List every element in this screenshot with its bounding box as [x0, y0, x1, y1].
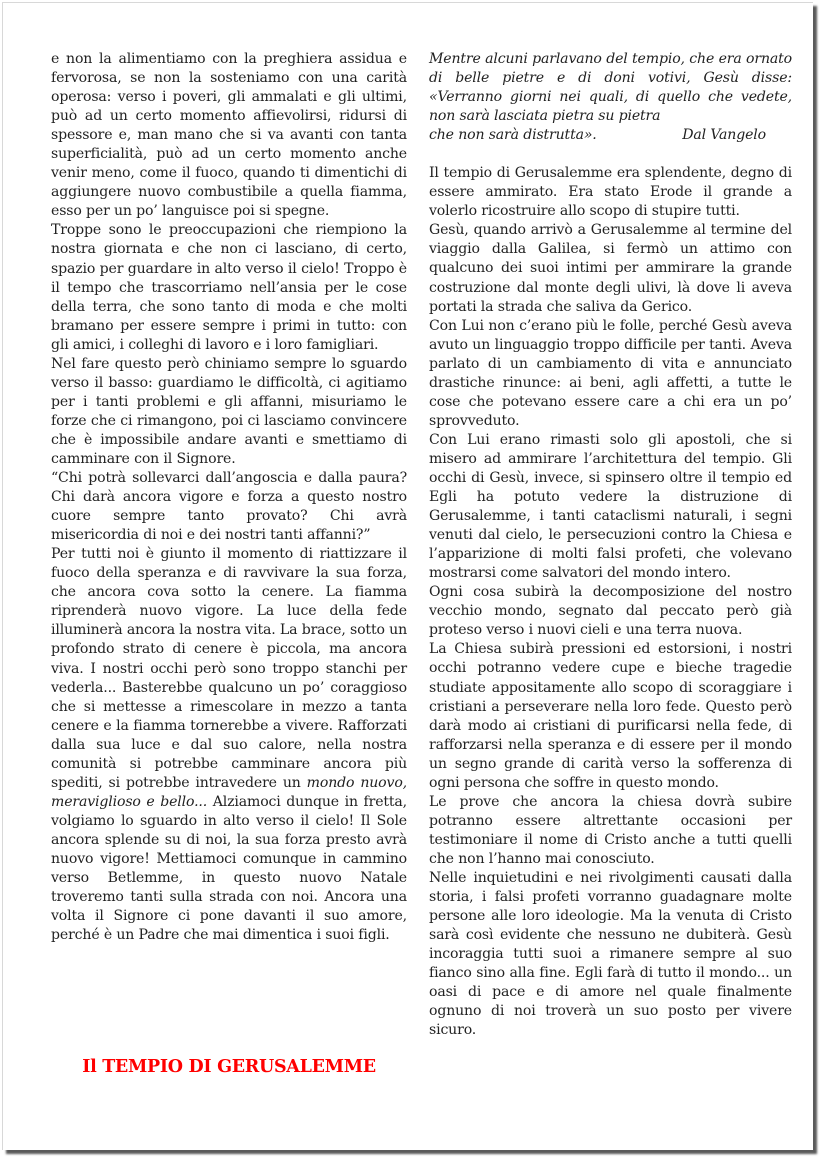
paragraph-text: Alziamoci dunque in fretta, volgiamo lo sguardo in alto verso il cielo! Il Sole ancora splende su di noi, la sua forza presto avrà nuovo vigore! Mettiamoci comunque in cammino verso Betlemme, in questo nuovo Natale troveremo tanti sulla strada con noi. Ancora una volta il Signore ci pone davanti il suo amore, perché è un Padre che mai dimentica i suoi figli. — [51, 793, 407, 944]
spacer — [429, 145, 792, 164]
epigraph-source: Dal Vangelo — [682, 127, 766, 144]
paragraph: Ogni cosa subirà la decomposizione del nostro vecchio mondo, segnato dal peccato però già proteso verso i nuovi cieli e una terra nuova. — [429, 584, 792, 639]
paragraph: La Chiesa subirà pressioni ed estorsioni, i nostri occhi potranno vedere cupe e bieche tragedie studiate appositamente allo scopo di scoraggiare i cristiani a perseverare nella loro fede. Questo però darà modo ai cristiani di purificarsi nella fede, di rafforzarsi nella speranza e di essere per il mondo un segno grande di carità verso la sofferenza di ogni persona che soffre in questo mondo. — [429, 641, 792, 791]
gospel-epigraph — [429, 50, 792, 145]
left-column — [51, 50, 407, 945]
paragraph: e non la alimentiamo con la preghiera assidua e fervorosa, se non la sosteniamo con una carità operosa: verso i poveri, gli ammalati e gli ultimi, può ad un certo momento affievolirsi, ridursi di spessore e, man mano che si va avanti con tanta superficialità, può ad un certo momento anche venir meno, come il fuoco, quando ti dimentichi di aggiungere nuovo combustibile a quella fiamma, esso per un po’ languisce poi si spegne. — [51, 51, 407, 220]
paragraph-text: Per tutti noi è giunto il momento di riattizzare il fuoco della speranza e di ravvivare la sua forza, che ancora cova sotto la cenere. La fiamma riprenderà nuovo vigore. La luce della fede illuminerà ancora la nostra vita. La brace, sotto un profondo strato di cenere è piccola, ma ancora viva. I nostri occhi però sono troppo stanchi per vederla... Basterebbe qualcuno un po’ coraggioso che si mettesse a rimescolare in mezzo a tanta cenere e la fiamma tornerebbe a vivere. Rafforzati dalla sua luce e dal suo calore, nella nostra comunità si potrebbe camminare ancora più spediti, si potrebbe intravedere un — [51, 546, 407, 791]
document-page — [2, 2, 813, 1150]
paragraph: Con Lui non c’erano più le folle, perché Gesù aveva avuto un linguaggio troppo difficile per tanti. Aveva parlato di un cambiamento di vita e annunciato drastiche rinunce: ai beni, agli affetti, a tutte le cose che potevano essere care a chi era un po’ sprovveduto. — [429, 317, 792, 429]
paragraph: Troppe sono le preoccupazioni che riempiono la nostra giornata e che non ci lasciano, di certo, spazio per guardare in alto verso il cielo! Troppo è il tempo che trascorriamo nell’ansia per le cose della terra, che sono tanto di moda e che molti bramano per essere sempre i primi in tutto: con gli amici, i colleghi di lavoro e i loro famigliari. — [51, 222, 407, 353]
italic-phrase: mondo nuovo, meraviglioso e bello... — [51, 774, 407, 810]
epigraph-text-end: che non sarà distrutta». — [429, 127, 597, 144]
paragraph: “Chi potrà sollevarci dall’angoscia e dalla paura? Chi darà ancora vigore e forza a questo nostro cuore sempre tanto provato? Chi avrà misericordia di noi e dei nostri tanti affanni?” — [51, 470, 407, 544]
paragraph: Gesù, quando arrivò a Gerusalemme al termine del viaggio dalla Galilea, si fermò un attimo con qualcuno dei suoi intimi per ammirare la grande costruzione dal monte degli ulivi, là dove li aveva portati la strada che saliva da Gerico. — [429, 222, 792, 315]
right-column — [429, 50, 792, 1040]
paragraph: Nel fare questo però chiniamo sempre lo sguardo verso il basso: guardiamo le difficoltà, ci agitiamo per i tanti problemi e gli affanni, misuriamo le forze che ci rimangono, poi ci lasciamo convincere che è impossibile andare avanti e smettiamo di camminare con il Signore. — [51, 355, 407, 467]
section-title: Il TEMPIO DI GERUSALEMME — [82, 1057, 376, 1077]
paragraph: Con Lui erano rimasti solo gli apostoli, che si misero ad ammirare l’architettura del tempio. Gli occhi di Gesù, invece, si spinsero oltre il tempio ed Egli ha potuto vedere la distruzione di Gerusalemme, i tanti cataclismi naturali, i segni venuti dal cielo, le persecuzioni contro la Chiesa e l’apparizione di molti falsi profeti, che volevano mostrarsi come salvatori del mondo intero. — [429, 431, 792, 582]
paragraph: Il tempio di Gerusalemme era splendente, degno di essere ammirato. Era stato Erode il grande a volerlo ricostruire allo scopo di stupire tutti. — [429, 165, 792, 220]
paragraph — [51, 545, 407, 945]
epigraph-last-line — [429, 126, 792, 145]
paragraph: Nelle inquietudini e nei rivolgimenti causati dalla storia, i falsi profeti vorranno guadagnare molte persone alle loro ideologie. Ma la venuta di Cristo sarà così evidente che nessuno ne dubiterà. Gesù incoraggia tutti suoi a rimanere sempre al suo fianco sino alla fine. Egli farà di tutto il mondo... un oasi di pace e di amore nel quale finalmente ognuno di noi troverà un suo posto per vivere sicuro. — [429, 869, 792, 1039]
paragraph: Le prove che ancora la chiesa dovrà subire potranno essere altrettante occasioni per testimoniare il nome di Cristo anche a tutti quelli che non l’hanno mai conosciuto. — [429, 793, 792, 867]
epigraph-text: Mentre alcuni parlavano del tempio, che era ornato di belle pietre e di doni votivi, Gesù disse: «Verranno giorni nei quali, di quello che vedete, non sarà lasciata pietra su pietra — [429, 51, 792, 125]
